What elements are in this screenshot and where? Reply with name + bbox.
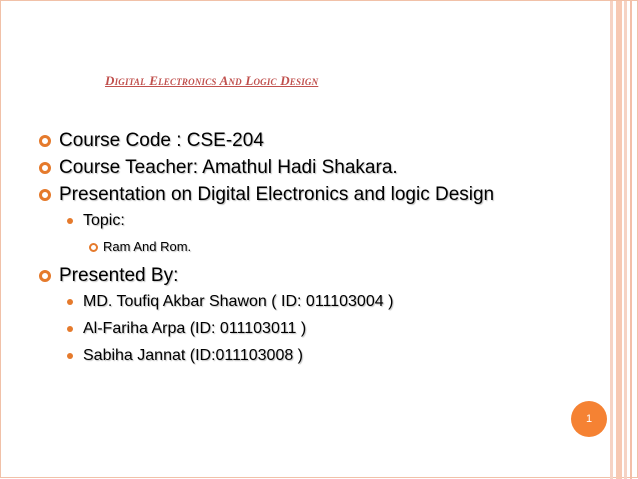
dot-bullet-icon [67, 218, 73, 224]
decorative-rail [624, 1, 627, 479]
bullet-text: Topic: [83, 212, 125, 229]
bullet-text: Sabiha Jannat (ID:011103008 ) [83, 347, 304, 364]
bullet-item-presented-by [39, 264, 599, 291]
bullet-text: MD. Toufiq Akbar Shawon ( ID: 011103004 ) [83, 293, 394, 310]
slide-title: Digital Electronics And Logic Design [105, 73, 319, 88]
bullet-item-presenter [39, 318, 599, 345]
decorative-rail [610, 1, 613, 479]
ring-bullet-icon [39, 270, 51, 282]
ring-bullet-icon [89, 243, 98, 252]
bullet-item-topic-value [39, 237, 599, 264]
bullet-item-presenter [39, 345, 599, 372]
dot-bullet-icon [67, 353, 73, 359]
bullet-list [39, 129, 599, 372]
ring-bullet-icon [39, 189, 51, 201]
bullet-item-topic [39, 210, 599, 237]
page-number-badge: 1 [571, 401, 607, 437]
bullet-text: Presentation on Digital Electronics and logic Design [59, 184, 495, 205]
bullet-text: Ram And Rom. [103, 239, 192, 254]
bullet-text: Course Teacher: Amathul Hadi Shakara. [59, 157, 398, 178]
bullet-text: Al-Fariha Arpa (ID: 011103011 ) [83, 320, 307, 337]
bullet-item-course-code [39, 129, 599, 156]
decorative-rail [630, 1, 632, 479]
bullet-text: Presented By: [59, 265, 179, 286]
bullet-text: Course Code : CSE-204 [59, 130, 264, 151]
bullet-item-presenter [39, 291, 599, 318]
bullet-item-course-teacher [39, 156, 599, 183]
decorative-rail [616, 1, 622, 479]
ring-bullet-icon [39, 135, 51, 147]
dot-bullet-icon [67, 299, 73, 305]
dot-bullet-icon [67, 326, 73, 332]
bullet-item-presentation [39, 183, 599, 210]
ring-bullet-icon [39, 162, 51, 174]
